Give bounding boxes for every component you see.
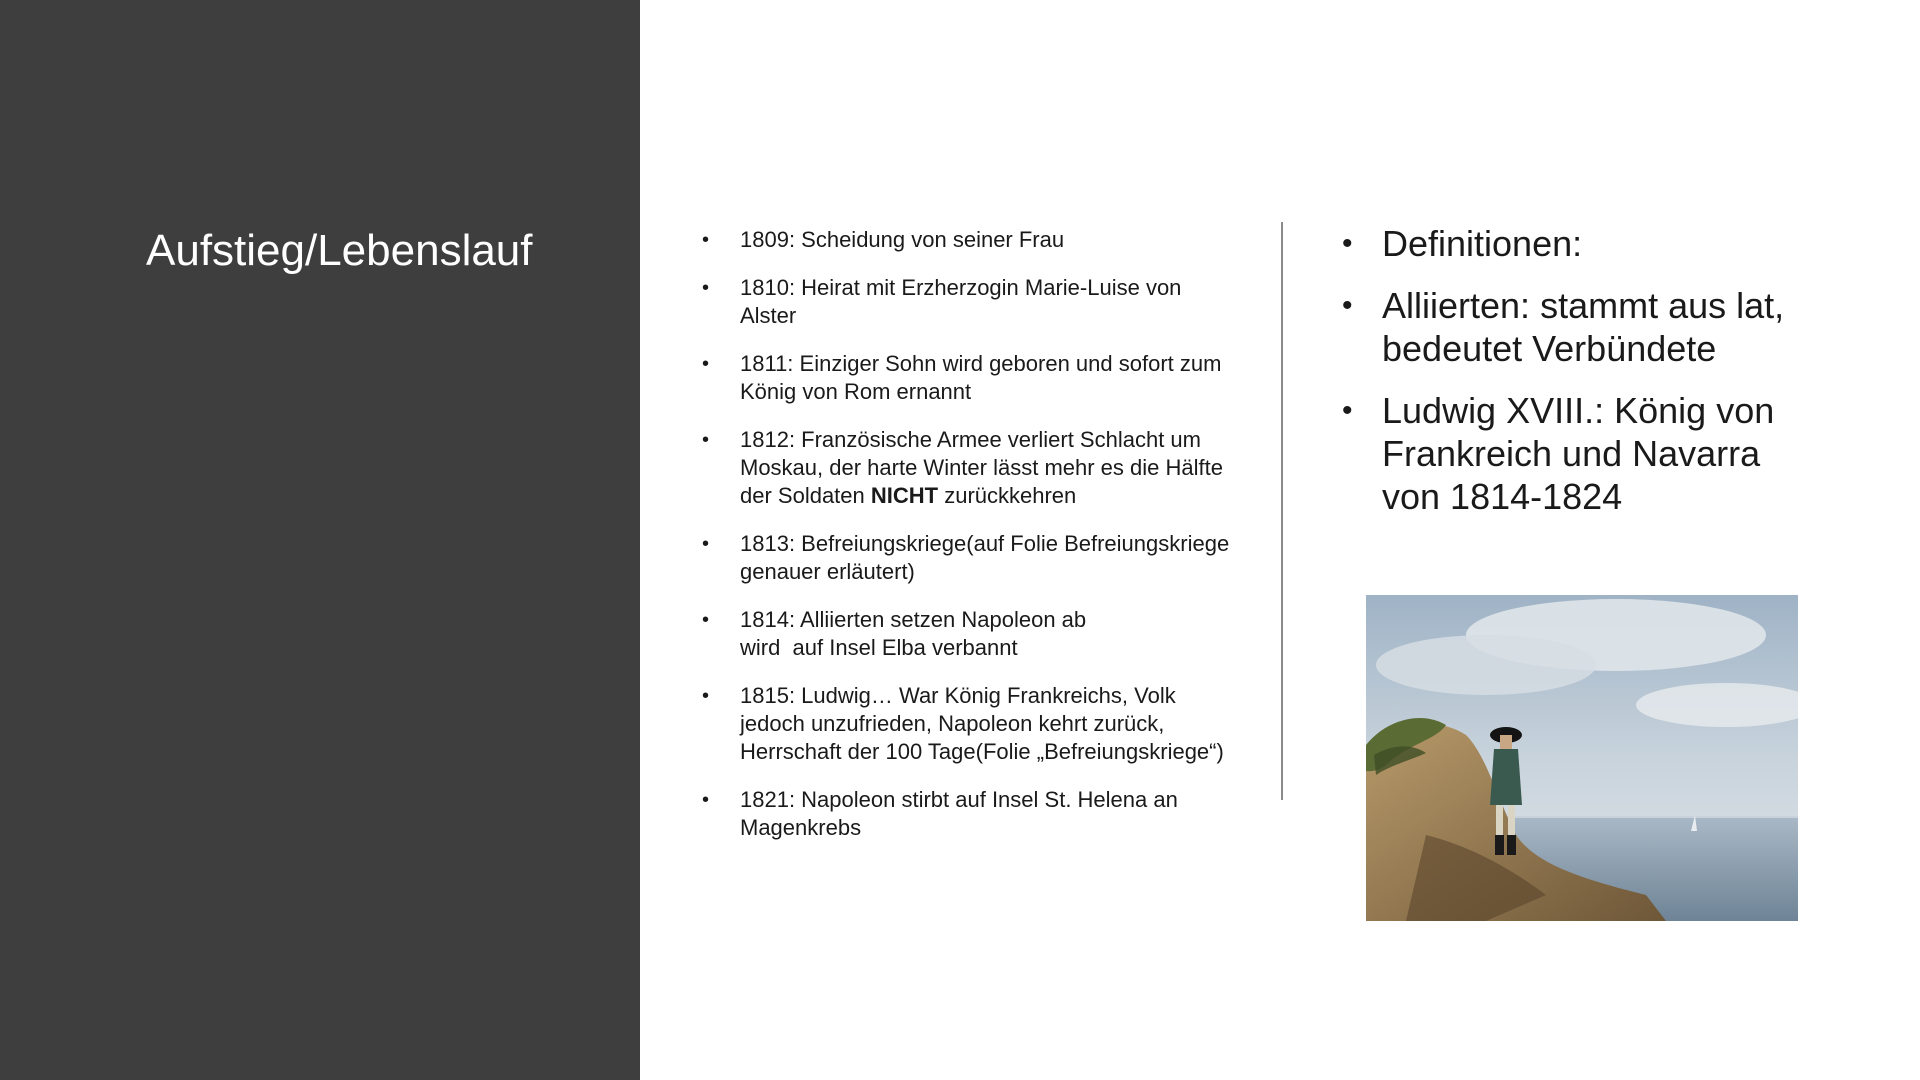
- definition-text: Definitionen:: [1382, 223, 1583, 264]
- timeline-text: 1811: Einziger Sohn wird geboren und sofort zum König von Rom ernannt: [740, 351, 1222, 404]
- timeline-text: [740, 427, 1223, 508]
- definition-text: Ludwig XVIII.: König von Frankreich und Navarra von 1814-1824: [1382, 390, 1775, 517]
- napoleon-boots: [1507, 835, 1516, 855]
- timeline-text: 1815: Ludwig… War König Frankreichs, Volk jedoch unzufrieden, Napoleon kehrt zurück, Herrschaft der 100 Tage(Folie „Befreiungskriege“): [740, 683, 1224, 764]
- timeline-item-1809: [700, 226, 1240, 254]
- slide-title: Aufstieg/Lebenslauf: [146, 226, 533, 275]
- timeline-item-1813: [700, 530, 1240, 586]
- painting-cloud: [1376, 635, 1596, 695]
- bullet-icon: •: [702, 789, 710, 811]
- definition-alliierten: [1340, 284, 1820, 370]
- definitions-list: [1340, 222, 1820, 537]
- bullet-icon: •: [702, 609, 710, 631]
- timeline-text: 1810: Heirat mit Erzherzogin Marie-Luise von Alster: [740, 275, 1182, 328]
- bullet-icon: •: [702, 429, 710, 451]
- timeline-item-1812: [700, 426, 1240, 510]
- definition-text: Alliierten: stammt aus lat, bedeutet Verbündete: [1382, 285, 1785, 369]
- bullet-icon: •: [702, 685, 710, 707]
- bullet-icon: •: [702, 277, 710, 299]
- bullet-icon: •: [1342, 227, 1353, 260]
- timeline-text: 1814: Alliierten setzen Napoleon ab wird auf Insel Elba verbannt: [740, 607, 1093, 660]
- definitions-heading: [1340, 222, 1820, 265]
- napoleon-painting: [1366, 595, 1798, 921]
- title-panel: [0, 0, 640, 1080]
- timeline-item-1810: [700, 274, 1240, 330]
- timeline-text: 1821: Napoleon stirbt auf Insel St. Helena an Magenkrebs: [740, 787, 1178, 840]
- timeline-item-1814: [700, 606, 1240, 662]
- napoleon-coat: [1490, 749, 1522, 805]
- bullet-icon: •: [702, 229, 710, 251]
- bullet-icon: •: [702, 353, 710, 375]
- timeline-text-before: 1812: Französische Armee verliert Schlacht um Moskau, der harte Winter lässt mehr es die Hälfte der Soldaten: [740, 427, 1223, 508]
- definition-ludwig: [1340, 389, 1820, 518]
- napoleon-head: [1500, 735, 1512, 749]
- timeline-item-1815: [700, 682, 1240, 766]
- timeline-text: 1809: Scheidung von seiner Frau: [740, 227, 1065, 252]
- timeline-text-after: zurückkehren: [938, 483, 1077, 508]
- bullet-icon: •: [1342, 289, 1353, 322]
- napoleon-boots: [1495, 835, 1504, 855]
- timeline-text-emphasis: NICHT: [870, 483, 939, 508]
- timeline-item-1821: [700, 786, 1240, 842]
- column-divider: [1281, 222, 1283, 800]
- bullet-icon: •: [1342, 394, 1353, 427]
- timeline-item-1811: [700, 350, 1240, 406]
- bullet-icon: •: [702, 533, 710, 555]
- timeline-list: [700, 226, 1240, 862]
- timeline-text: 1813: Befreiungskriege(auf Folie Befreiungskriege genauer erläutert): [740, 531, 1230, 584]
